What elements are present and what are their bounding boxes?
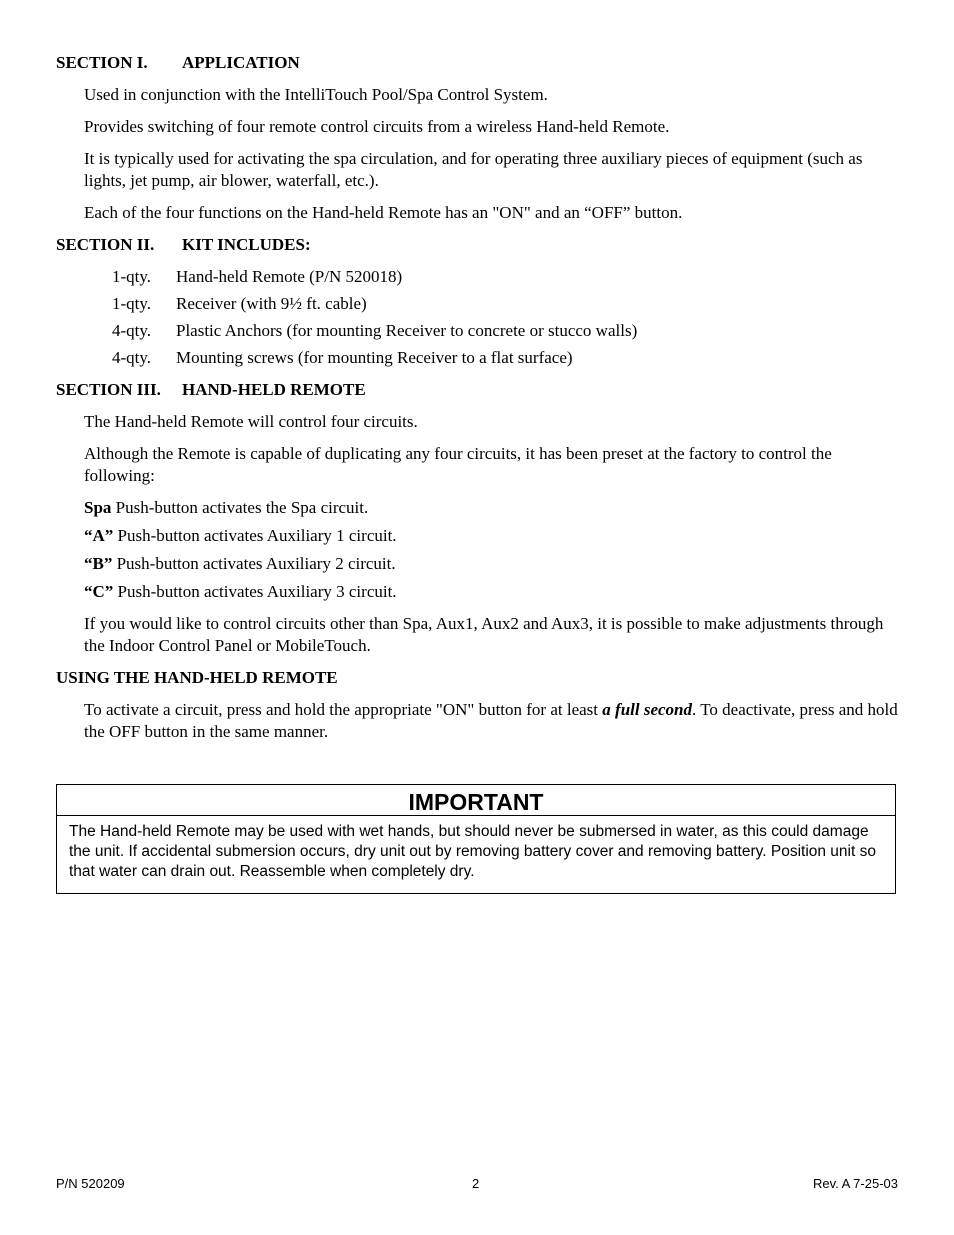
section-3-adjust: If you would like to control circuits other than Spa, Aux1, Aux2 and Aux3, it is possible to make adjustments through the Indoor Control Panel or MobileTouch. <box>84 614 884 655</box>
footer-page-number: 2 <box>472 1176 480 1191</box>
important-body: The Hand-held Remote may be used with wet hands, but should never be submersed in water, as this could damage the unit. If accidental submersion occurs, dry unit out by removing battery cover and removing battery. Position unit so that water can drain out. Reassemble when completely dry. <box>69 823 876 880</box>
using-heading: USING THE HAND-HELD REMOTE <box>56 668 338 687</box>
using-text-before: To activate a circuit, press and hold the appropriate "ON" button for at least <box>84 700 603 719</box>
section-3-preset: Although the Remote is capable of duplicating any four circuits, it has been preset at the factory to control the following: <box>84 444 832 485</box>
using-text-after: . To deactivate, press and hold the OFF button in the same manner. <box>84 700 898 741</box>
button-key: “B” <box>84 554 113 573</box>
kit-item-desc: Receiver (with 9½ ft. cable) <box>176 294 367 313</box>
button-key: “A” <box>84 526 114 545</box>
kit-item-qty: 4-qty. <box>112 348 152 367</box>
button-text: Push-button activates the Spa circuit. <box>111 498 369 517</box>
section-3-heading <box>56 379 898 401</box>
kit-item <box>112 293 898 315</box>
kit-item-desc: Mounting screws (for mounting Receiver to a flat surface) <box>176 348 573 367</box>
button-text: Push-button activates Auxiliary 2 circuit. <box>112 554 396 573</box>
section-1-paragraph: Used in conjunction with the IntelliTouch Pool/Spa Control System. <box>84 85 548 104</box>
kit-item-qty: 4-qty. <box>112 321 152 340</box>
using-paragraph <box>84 699 898 743</box>
section-1-paragraph: Each of the four functions on the Hand-held Remote has an "ON" and an “OFF” button. <box>84 203 683 222</box>
button-description <box>84 525 898 547</box>
button-description <box>84 497 898 519</box>
section-3-intro: The Hand-held Remote will control four circuits. <box>84 412 418 431</box>
section-1-heading <box>56 52 898 74</box>
section-2-title: KIT INCLUDES: <box>182 235 311 254</box>
section-2-number: SECTION II. <box>56 235 155 254</box>
kit-item-qty: 1-qty. <box>112 294 152 313</box>
section-1-number: SECTION I. <box>56 53 148 72</box>
button-key: Spa <box>84 498 112 517</box>
important-notice-box <box>56 784 896 894</box>
button-text: Push-button activates Auxiliary 3 circuit. <box>113 582 397 601</box>
button-text: Push-button activates Auxiliary 1 circuit. <box>113 526 397 545</box>
using-emphasis: a full second <box>602 700 693 719</box>
kit-item-qty: 1-qty. <box>112 267 152 286</box>
kit-item-desc: Hand-held Remote (P/N 520018) <box>176 267 403 286</box>
kit-list <box>112 266 898 369</box>
document-page <box>56 52 898 753</box>
kit-item <box>112 347 898 369</box>
footer-revision: Rev. A 7-25-03 <box>812 1176 898 1191</box>
button-key: “C” <box>84 582 114 601</box>
section-3-number: SECTION III. <box>56 380 161 399</box>
section-1-paragraph: It is typically used for activating the spa circulation, and for operating three auxiliary pieces of equipment (such as lights, jet pump, air blower, waterfall, etc.). <box>84 149 863 190</box>
kit-item <box>112 266 898 288</box>
section-1-title: APPLICATION <box>182 53 300 72</box>
kit-item-desc: Plastic Anchors (for mounting Receiver to concrete or stucco walls) <box>176 321 638 340</box>
section-2-heading <box>56 234 898 256</box>
kit-item <box>112 320 898 342</box>
section-3-title: HAND-HELD REMOTE <box>182 380 366 399</box>
footer-part-number: P/N 520209 <box>56 1176 125 1191</box>
important-title: IMPORTANT <box>57 785 895 816</box>
button-description <box>84 553 898 575</box>
button-description <box>84 581 898 603</box>
section-1-paragraph: Provides switching of four remote control circuits from a wireless Hand-held Remote. <box>84 117 670 136</box>
